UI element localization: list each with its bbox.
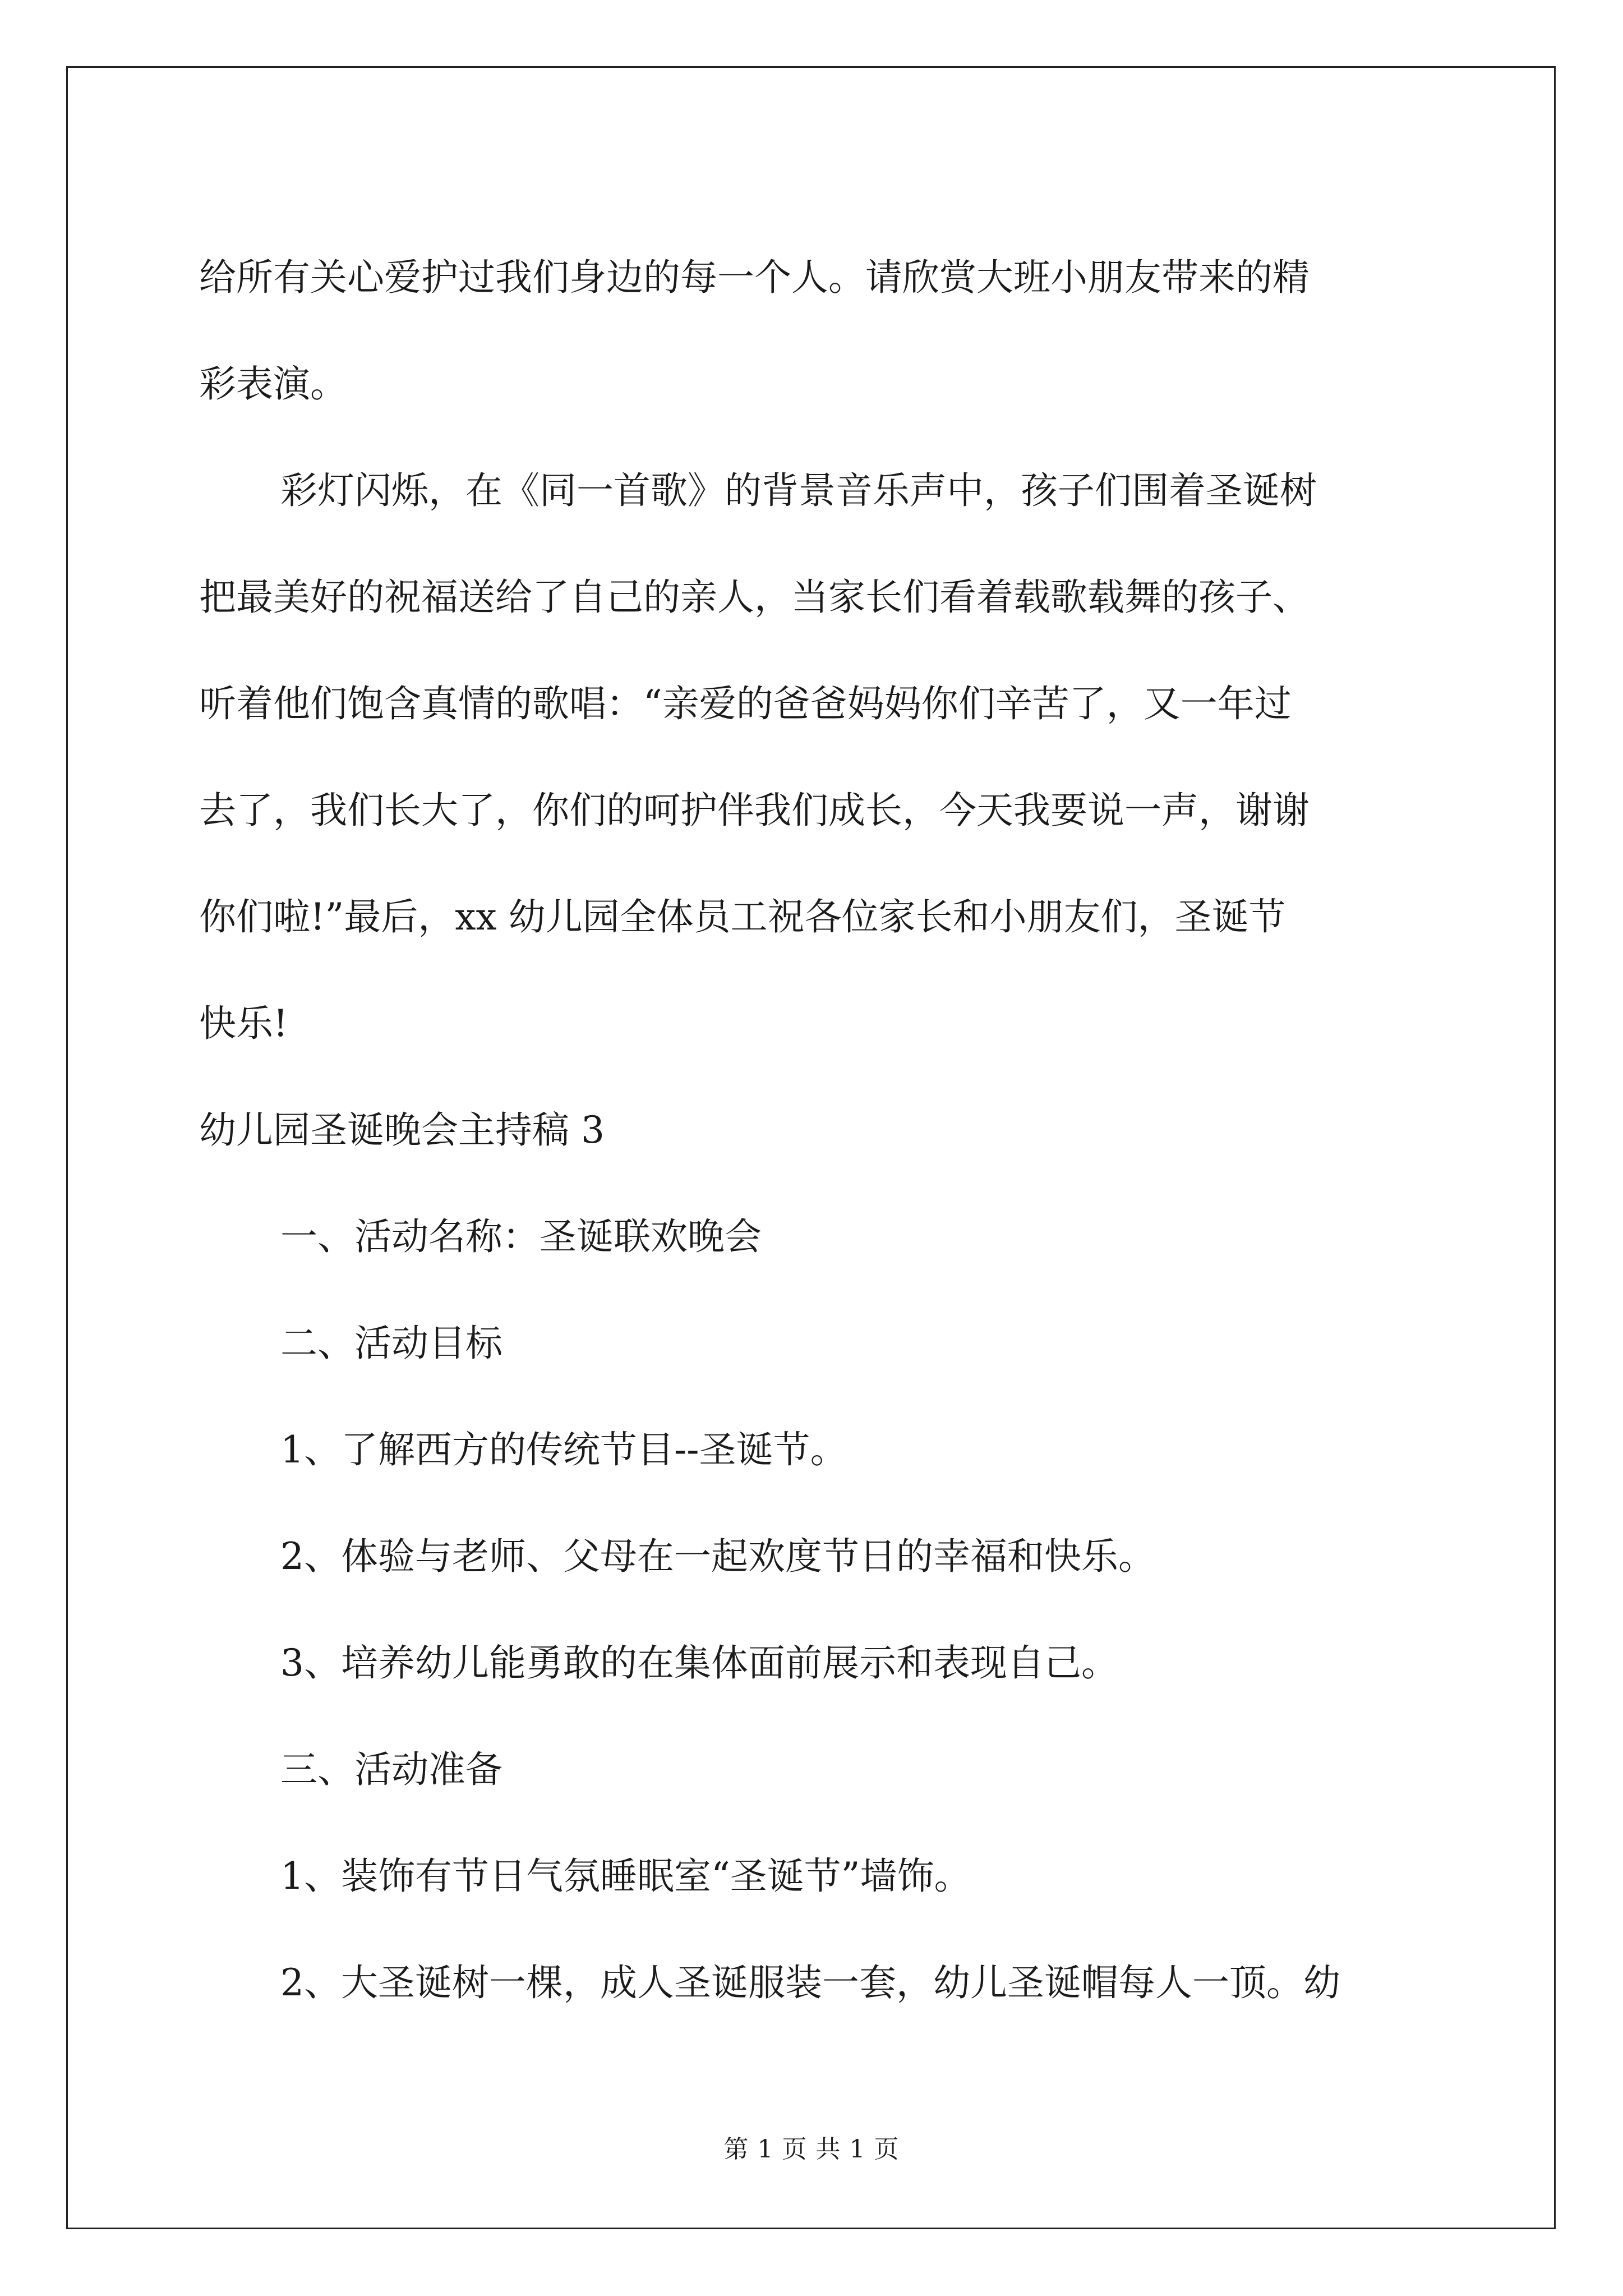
text-line-14: 3、培养幼儿能勇敢的在集体面前展示和表现自己。 <box>280 1641 1118 1685</box>
text-line-5: 听着他们饱含真情的歌唱：“亲爱的爸爸妈妈你们辛苦了，又一年过 <box>199 682 1292 725</box>
text-line-7: 你们啦!”最后，xx 幼儿园全体员工祝各位家长和小朋友们，圣诞节 <box>199 895 1286 938</box>
text-line-1: 给所有关心爱护过我们身边的每一个人。请欣赏大班小朋友带来的精 <box>199 256 1310 299</box>
text-line-3: 彩灯闪烁，在《同一首歌》的背景音乐声中，孩子们围着圣诞树 <box>280 469 1317 512</box>
text-line-8: 快乐! <box>199 1002 288 1045</box>
page-footer: 第 1 页 共 1 页 <box>723 2135 900 2164</box>
text-line-12: 1、了解西方的传统节目--圣诞节。 <box>280 1428 847 1471</box>
text-line-6: 去了，我们长大了，你们的呵护伴我们成长，今天我要说一声，谢谢 <box>199 789 1310 832</box>
text-line-11: 二、活动目标 <box>280 1322 502 1365</box>
text-line-13: 2、体验与老师、父母在一起欢度节日的幸福和快乐。 <box>280 1535 1155 1578</box>
text-line-2: 彩表演。 <box>199 362 347 406</box>
text-line-4: 把最美好的祝福送给了自己的亲人，当家长们看着载歌载舞的孩子、 <box>199 576 1310 619</box>
text-line-10: 一、活动名称：圣诞联欢晚会 <box>280 1215 762 1258</box>
text-line-15: 三、活动准备 <box>280 1748 502 1791</box>
text-line-16: 1、装饰有节日气氛睡眠室“圣诞节”墙饰。 <box>280 1855 971 1898</box>
document-body <box>199 224 1433 2036</box>
text-line-17: 2、大圣诞树一棵，成人圣诞服装一套，幼儿圣诞帽每人一顶。幼 <box>280 1961 1340 2004</box>
section-heading: 幼儿园圣诞晚会主持稿 3 <box>199 1108 605 1152</box>
